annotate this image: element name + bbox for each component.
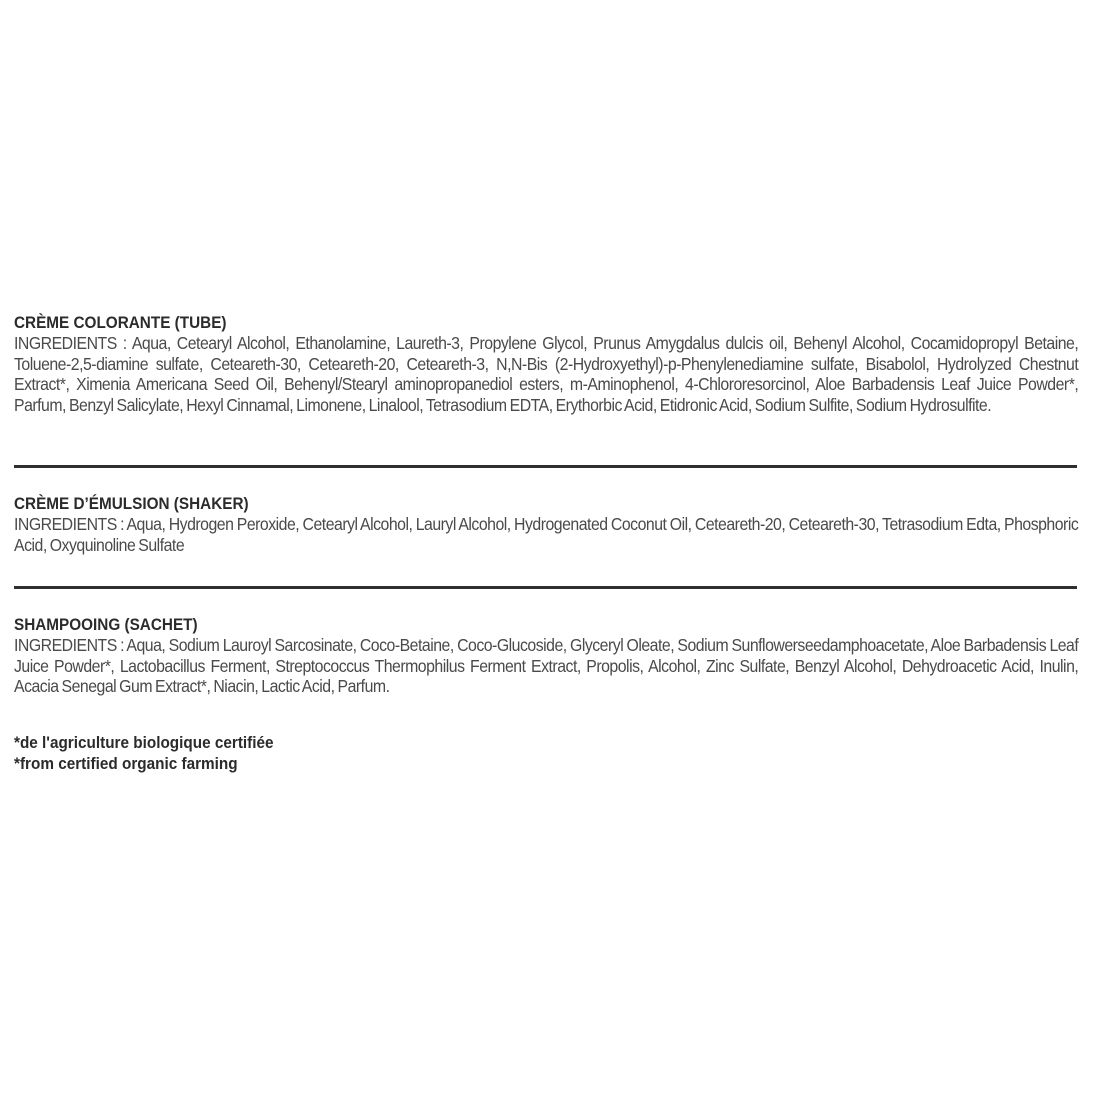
section-divider [14,465,1077,468]
ingredients-text: INGREDIENTS : Aqua, Sodium Lauroyl Sarcosinate, Coco-Betaine, Coco-Glucoside, Glyceryl Oleate, Sodium Sunflowerseedamphoacetate, Aloe Barbadensis Leaf Juice Powder*, Lactobacillus Ferment, Streptococcus Thermophilus Ferment Extract, Propolis, Alcohol, Zinc Sulfate, Benzyl Alcohol, Dehydroacetic Acid, Inulin, Acacia Senegal Gum Extract*, Niacin, Lactic Acid, Parfum. [14,635,1079,696]
section-shampooing [14,614,1078,697]
ingredients-text: INGREDIENTS : Aqua, Hydrogen Peroxide, Cetearyl Alcohol, Lauryl Alcohol, Hydrogenated Coconut Oil, Ceteareth-20, Ceteareth-30, Tetrasodium Edta, Phosphoric Acid, Oxyquinoline Sulfate [14,514,1079,555]
footnote-fr: *de l'agriculture biologique certifiée [14,733,274,752]
section-title: CRÈME D’ÉMULSION (SHAKER) [14,494,249,513]
section-divider [14,586,1077,589]
footnote-en: *from certified organic farming [14,754,238,773]
section-creme-colorante [14,312,1078,415]
footnotes [14,732,302,774]
section-title: CRÈME COLORANTE (TUBE) [14,313,227,332]
section-title: SHAMPOOING (SACHET) [14,615,198,634]
ingredients-text: INGREDIENTS : Aqua, Cetearyl Alcohol, Ethanolamine, Laureth-3, Propylene Glycol, Prunus Amygdalus dulcis oil, Behenyl Alcohol, Cocamidopropyl Betaine, Toluene-2,5-diamine sulfate, Ceteareth-30, Ceteareth-20, Ceteareth-3, N,N-Bis (2-Hydroxyethyl)-p-Phenylenediamine sulfate, Bisabolol, Hydrolyzed Chestnut Extract*, Ximenia Americana Seed Oil, Behenyl/Stearyl aminopropanediol esters, m-Aminophenol, 4-Chlororesorcinol, Aloe Barbadensis Leaf Juice Powder*, Parfum, Benzyl Salicylate, Hexyl Cinnamal, Limonene, Linalool, Tetrasodium EDTA, Erythorbic Acid, Etidronic Acid, Sodium Sulfite, Sodium Hydrosulfite. [14,333,1079,415]
section-creme-emulsion [14,493,1078,555]
